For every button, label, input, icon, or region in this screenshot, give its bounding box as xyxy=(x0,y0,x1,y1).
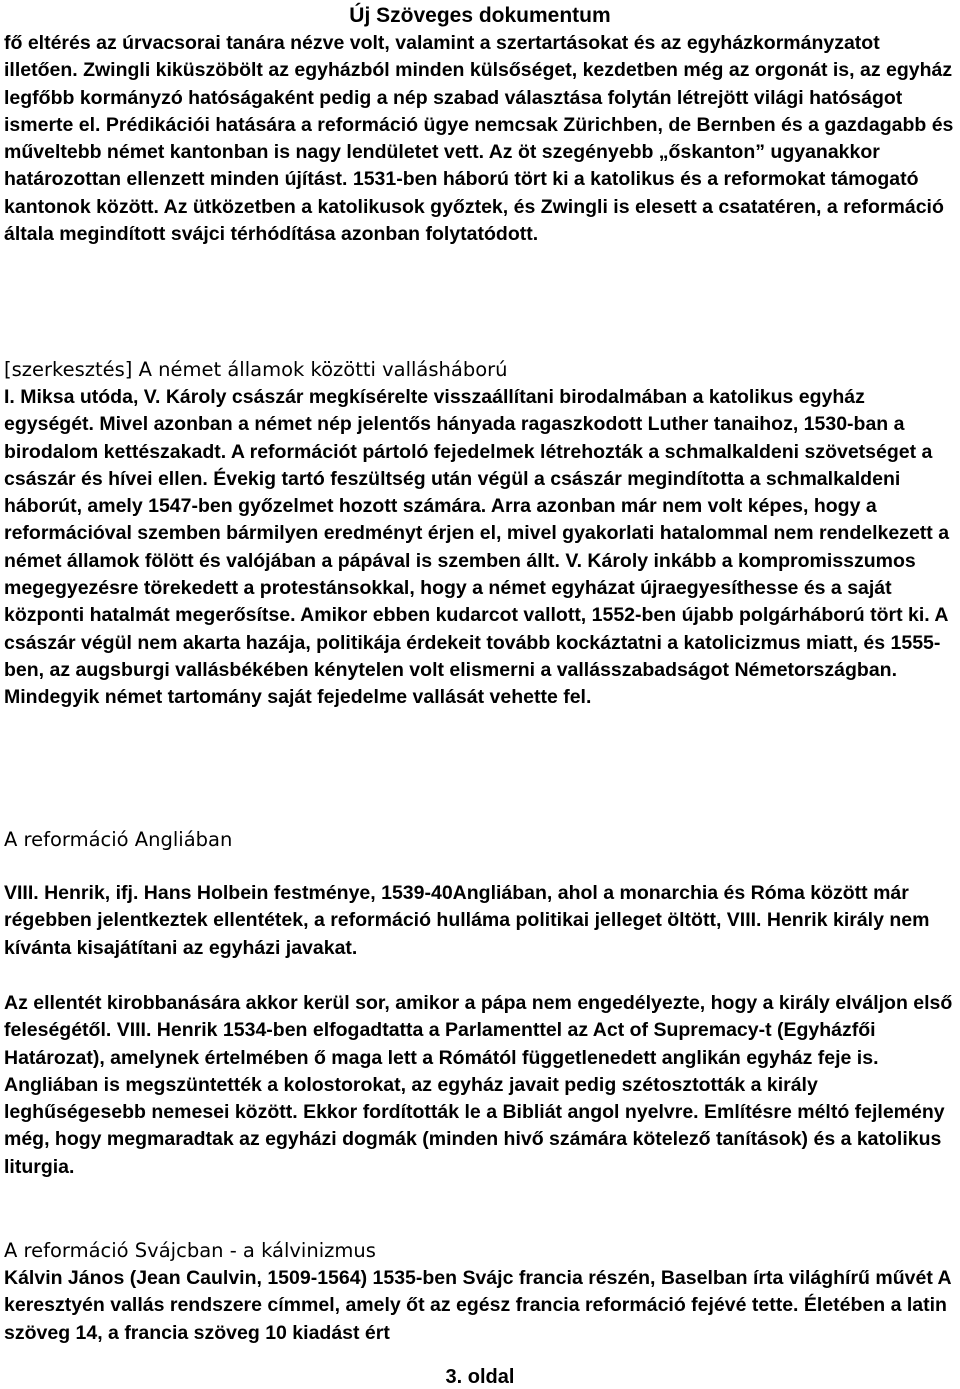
section-england-paragraph-2: Az ellentét kirobbanására akkor kerül sor, amikor a pápa nem engedélyezte, hogy a király elváljon első feleségétől. VIII. Henrik 1534-ben elfogadtatta a Parlamenttel az Act of Supremacy-t (Egyházfői Határozat), amelynek értelmében ő maga lett a Rómától függetlenedett anglikán egyház feje is. Angliában is megszüntették a kolostorokat, az egyház javait pedig szétosztották a király leghűségesebb nemesei között. Ekkor fordították le a Bibliát angol nyelvre. Említésre méltó fejlemény még, hogy megmaradtak az egyházi dogmák (minden hivő számára kötelező tanítások) és a katolikus liturgia. xyxy=(4,992,953,1178)
section-heading-switzerland-calvinism: A reformáció Svájcban - a kálvinizmus xyxy=(4,1239,376,1262)
section-body-german-religious-war: I. Miksa utóda, V. Károly császár megkísérelte visszaállítani birodalmában a katolikus egyház egységét. Mivel azonban a német nép jelentős hányada ragaszkodott Luther tanaihoz, 1530-ban a birodalom kettészakadt. A reformációt pártoló fejedelmek létrehozták a schmalkaldeni szövetséget a császár és hívei ellen. Évekig tartó feszültség után végül a császár megindította a schmalkaldeni háborút, amely 1547-ben győzelmet hozott számára. Arra azonban már nem volt képes, hogy a reformációval szemben bármilyen eredményt érjen el, mivel gyakorlati hatalommal nem rendelkezett a német államok fölött és valójában a pápával is szemben állt. V. Károly inkább a kompromisszumos megegyezésre törekedett a protestánsokkal, hogy a német egyházat újraegyesíthesse és a saját központi hatalmát megerősítse. Amikor ebben kudarcot vallott, 1552-ben újabb polgárháború tört ki. A császár végül nem akarta hazája, politikája érdekeit tovább kockáztatni a katolicizmus miatt, és 1555-ben, az augsburgi vallásbékében kénytelen volt elismerni a vallásszabadságot Németországban. Mindegyik német tartomány saját fejedelme vallását vehette fel. xyxy=(4,386,950,709)
document-title: Új Szöveges dokumentum xyxy=(349,4,611,27)
section-heading-england: A reformáció Angliában xyxy=(4,828,233,851)
page-number: 3. oldal xyxy=(445,1366,515,1388)
section-heading-german-religious-war: [szerkesztés] A német államok közötti vallásháború xyxy=(4,358,508,381)
zwingli-paragraph: fő eltérés az úrvacsorai tanára nézve volt, valamint a szertartásokat és az egyházkormányzatot illetően. Zwingli kiküszöbölt az egyházból minden külsőséget, kezdetben még az orgonát is, az egyház legfőbb kormányzó hatóságaként pedig a nép szabad választása folytán létrejött világi hatóságot ismerte el. Prédikációi hatására a reformáció ügye nemcsak Zürichben, de Bernben és a gazdagabb és műveltebb német kantonban is nagy lendületet vett. Az öt szegényebb „őskanton” ugyanakkor határozottan ellenzett minden újítást. 1531-ben háború tört ki a katolikus és a reformokat támogató kantonok között. Az ütközetben a katolikusok győztek, és Zwingli is elesett a csatatéren, a reformáció általa megindított svájci térhódítása azonban folytatódott. xyxy=(4,32,954,246)
section-england-paragraph-1: VIII. Henrik, ifj. Hans Holbein festménye, 1539-40Angliában, ahol a monarchia és Róma között már régebben jelentkeztek ellentétek, a reformáció hulláma politikai jelleget öltött, VIII. Henrik király nem kívánta kisajátítani az egyházi javakat. xyxy=(4,882,930,959)
section-body-switzerland-calvinism: Kálvin János (Jean Caulvin, 1509-1564) 1535-ben Svájc francia részén, Baselban írta világhírű művét A keresztyén vallás rendszere címmel, amely őt az egész francia reformáció fejévé tette. Életében a latin szöveg 14, a francia szöveg 10 kiadást ért xyxy=(4,1267,951,1344)
